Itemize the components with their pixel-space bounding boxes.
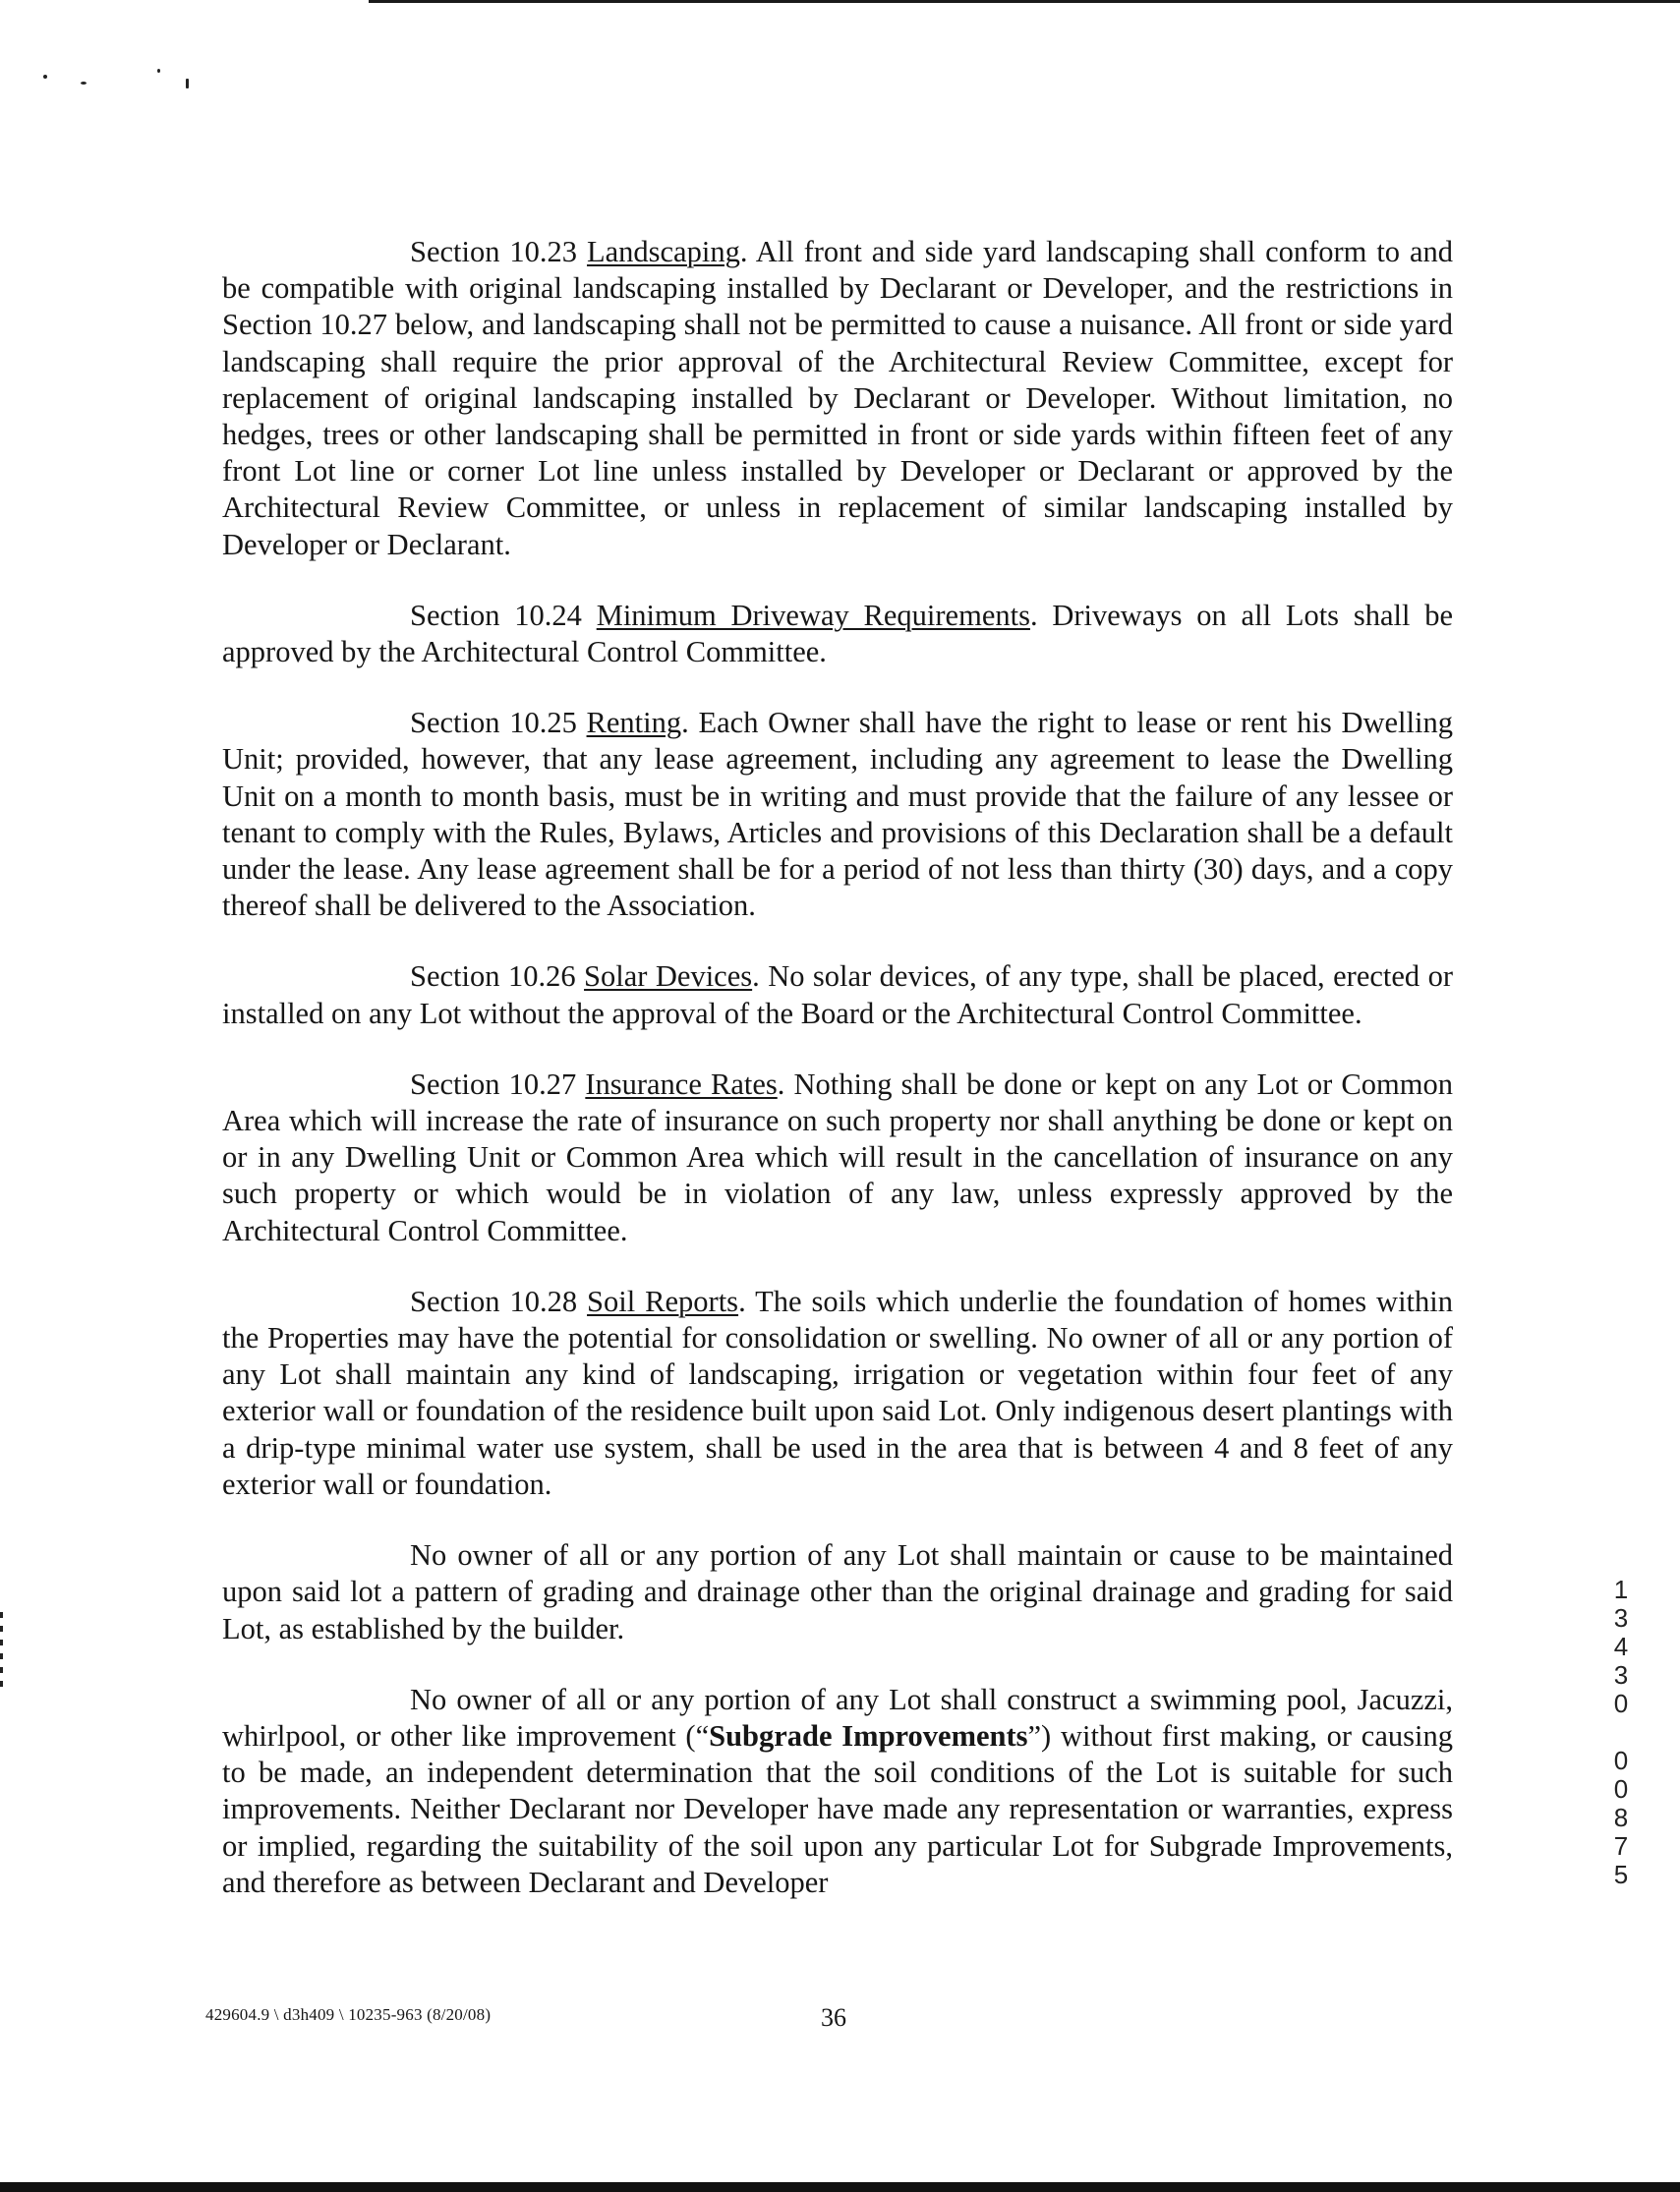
paragraph-text: . Nothing shall be done or kept on any Lot or Common Area which will increase the rate of insurance on such property nor shall anything be done or kept on or in any Dwelling Unit or Common Area which will result in the cancellation of insurance on any such property or which would be in violation of any law, unless expressly approved by the Architectural Control Committee.	[222, 1067, 1453, 1247]
paragraph-section-10-28	[222, 1284, 1453, 1503]
paragraph-text: ”) without first making, or causing to be made, an independent determination that the soil conditions of the Lot is suitable for such improvements. Neither Declarant nor Developer have made any representation or warranties, express or implied, regarding the suitability of the soil upon any particular Lot for Subgrade Improvements, and therefore as between Declarant and Developer	[222, 1718, 1453, 1899]
stamp-digit: 7	[1613, 1831, 1629, 1861]
document-body	[222, 234, 1453, 1901]
section-heading: Solar Devices	[584, 959, 753, 994]
scan-speck	[157, 69, 160, 73]
scan-edge-left	[0, 1612, 3, 1691]
paragraph-section-10-27	[222, 1067, 1453, 1249]
paragraph-text: . Driveways on all Lots shall be approved by the Architectural Control Committee.	[222, 598, 1454, 669]
section-number: Section 10.26	[410, 959, 576, 994]
section-heading: Landscaping	[586, 235, 740, 268]
stamp-digit: 1	[1613, 1575, 1629, 1604]
footer-document-id: 429604.9 \ d3h409 \ 10235-963 (8/20/08)	[205, 2005, 492, 2024]
section-heading: Renting	[586, 706, 682, 740]
section-heading: Minimum Driveway Requirements	[596, 598, 1030, 632]
stamp-digit: 8	[1613, 1803, 1629, 1832]
defined-term: Subgrade Improvements	[709, 1718, 1028, 1753]
scan-speck	[81, 82, 87, 85]
paragraph-text: . All front and side yard landscaping shall conform to and be compatible with original landscaping installed by Declarant or Developer, and the restrictions in Section 10.27 below, and landscaping shall not be permitted to cause a nuisance. All front or side yard landscaping shall require the prior approval of the Architectural Review Committee, except for replacement of original landscaping installed by Declarant or Developer. Without limitation, no hedges, trees or other landscaping shall be permitted in front or side yards within fifteen feet of any front Lot line or corner Lot line unless installed by Developer or Declarant or approved by the Architectural Review Committee, or unless in replacement of similar landscaping installed by Developer or Declarant.	[222, 235, 1454, 561]
stamp-digit: 0	[1613, 1689, 1629, 1718]
paragraph-text: . Each Owner shall have the right to lease or rent his Dwelling Unit; provided, however, that any lease agreement, including any agreement to lease the Dwelling Unit on a month to month basis, must be in writing and must provide that the failure of any lessee or tenant to comply with the Rules, Bylaws, Articles and provisions of this Declaration shall be a default under the lease. Any lease agreement shall be for a period of not less than thirty (30) days, and a copy thereof shall be delivered to the Association.	[222, 706, 1453, 923]
paragraph-text: No owner of all or any portion of any Lot shall construct a swimming pool, Jacuzzi, whirlpool, or other like improvement (“	[222, 1682, 1453, 1753]
page-number: 36	[821, 2003, 846, 2032]
section-number: Section 10.23	[410, 235, 578, 268]
paragraph-text: No owner of all or any portion of any Lot shall maintain or cause to be maintained upon said lot a pattern of grading and drainage other than the original drainage and grading for said Lot, as established by the builder.	[222, 1538, 1453, 1645]
section-heading: Soil Reports	[587, 1284, 739, 1318]
section-number: Section 10.28	[410, 1284, 578, 1318]
stamp-digit: 4	[1613, 1632, 1629, 1661]
scan-edge-top	[369, 0, 1680, 3]
section-heading: Insurance Rates	[585, 1067, 778, 1101]
paragraph-section-10-24	[222, 598, 1453, 670]
paragraph-text: . No solar devices, of any type, shall be placed, erected or installed on any Lot without the approval of the Board or the Architectural Control Committee.	[222, 959, 1454, 1030]
scan-speck	[186, 79, 189, 88]
stamp-digit: 5	[1613, 1860, 1629, 1889]
section-number: Section 10.24	[410, 598, 582, 632]
section-number: Section 10.25	[410, 706, 577, 740]
stamp-gap	[1608, 1718, 1634, 1747]
stamp-digit: 0	[1613, 1746, 1629, 1775]
paragraph-section-10-26	[222, 958, 1453, 1031]
paragraph-grading-drainage	[222, 1537, 1453, 1647]
stamp-digit: 3	[1613, 1603, 1629, 1633]
stamp-digit: 3	[1613, 1660, 1629, 1690]
paragraph-text: . The soils which underlie the foundation of homes within the Properties may have the potential for consolidation or swelling. No owner of all or any portion of any Lot shall maintain any kind of landscaping, irrigation or vegetation within four feet of any exterior wall or foundation of the residence built upon said Lot. Only indigenous desert plantings with a drip-type minimal water use system, shall be used in the area that is between 4 and 8 feet of any exterior wall or foundation.	[222, 1284, 1453, 1501]
recording-stamp	[1608, 1576, 1634, 1889]
scan-edge-bottom	[0, 2182, 1680, 2192]
paragraph-subgrade-improvements	[222, 1682, 1453, 1901]
section-number: Section 10.27	[410, 1067, 577, 1101]
stamp-digit: 0	[1613, 1774, 1629, 1804]
paragraph-section-10-23	[222, 234, 1453, 563]
scan-speck	[43, 75, 47, 79]
paragraph-section-10-25	[222, 705, 1453, 924]
